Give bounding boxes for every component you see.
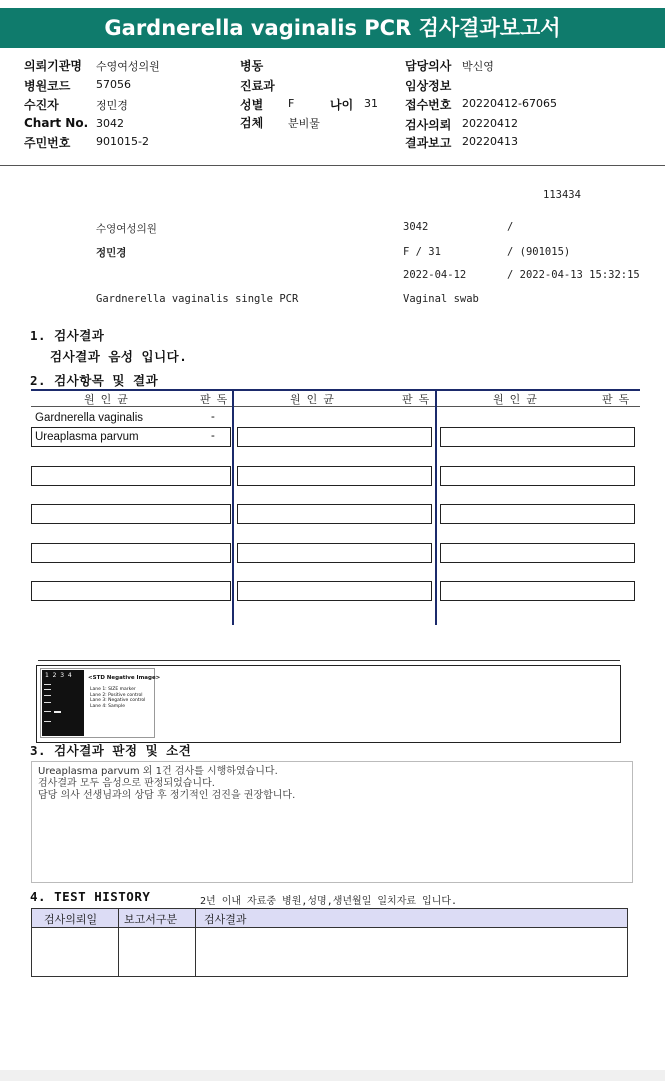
marker-band (44, 721, 51, 722)
gel-top-line (38, 660, 620, 661)
receipt-value: 20220412-67065 (462, 97, 557, 110)
detail-chart: 3042 (403, 221, 429, 233)
gel-legend-2: Lane 2: Positive control (90, 692, 143, 698)
result-cell (31, 581, 231, 601)
result-value-2: - (211, 430, 215, 442)
specimen-value: 분비물 (288, 117, 320, 130)
gel-legend-1: Lane 1: SIZE marker (90, 687, 136, 692)
gel-image (40, 668, 161, 738)
result-value-1: - (211, 411, 215, 423)
opinion-line-3: 담당 의사 선생님과의 상담 후 정기적인 검진을 권장합니다. (38, 790, 296, 801)
opinion-line-2: 검사결과 모두 음성으로 판정되었습니다. (38, 778, 215, 789)
info-divider (0, 165, 665, 166)
section-2-title: 2. 검사항목 및 결과 (30, 373, 159, 388)
opinion-text (38, 766, 295, 802)
detail-date2: / 2022-04-13 15:32:15 (507, 269, 640, 281)
opinion-line-1: Ureaplasma parvum 외 1건 검사를 시행하였습니다. (38, 766, 278, 777)
col-pathogen-3: 원인균 (493, 393, 543, 406)
receipt-label: 접수번호 (405, 98, 452, 112)
history-header (32, 909, 627, 928)
detail-institution: 수영여성의원 (96, 223, 157, 235)
hospital-code-value: 57056 (96, 78, 131, 91)
institution-label: 의뢰기관명 (24, 59, 82, 73)
detail-slash: / (507, 221, 514, 233)
result-cell (237, 543, 432, 563)
history-col-result: 검사결과 (204, 913, 247, 926)
sex-label: 성별 (240, 98, 264, 112)
sex-value: F (288, 97, 295, 110)
request-value: 20220412 (462, 117, 518, 130)
table-divider-1 (232, 389, 234, 625)
resident-value: 901015-2 (96, 135, 149, 148)
report-title: Gardnerella vaginalis PCR 검사결과보고서 (104, 16, 561, 40)
history-col-divider (118, 909, 119, 976)
patient-label: 수진자 (24, 98, 59, 112)
positive-band (54, 711, 61, 713)
marker-band (44, 684, 51, 685)
gel-strip (42, 670, 84, 736)
marker-band (44, 695, 51, 696)
result-cell (440, 466, 635, 486)
doctor-value: 박신영 (462, 60, 494, 73)
gel-lane-numbers: 1 2 3 4 (45, 672, 72, 679)
detail-test: Gardnerella vaginalis single PCR (96, 293, 299, 305)
col-result-1: 판독 (200, 393, 234, 406)
age-value: 31 (364, 97, 378, 110)
detail-date1: 2022-04-12 (403, 269, 467, 281)
doctor-label: 담당의사 (405, 59, 452, 73)
gel-legend-3: Lane 3: Negative control (90, 698, 146, 703)
col-result-2: 판독 (402, 393, 436, 406)
specimen-label: 검체 (240, 116, 264, 130)
clinical-label: 임상정보 (405, 79, 452, 93)
request-label: 검사의뢰 (405, 118, 452, 132)
detail-specimen: Vaginal swab (403, 293, 479, 305)
detail-patient: 정민경 (96, 247, 127, 259)
detail-code: 113434 (543, 189, 581, 201)
marker-band (44, 702, 51, 703)
result-cell (440, 581, 635, 601)
result-cell (237, 466, 432, 486)
gel-legend (90, 687, 145, 709)
result-name-1: Gardnerella vaginalis (35, 412, 144, 424)
patient-value: 정민경 (96, 99, 128, 112)
result-cell (440, 504, 635, 524)
institution-value: 수영여성의원 (96, 60, 160, 73)
result-name-2: Ureaplasma parvum (35, 431, 139, 443)
result-cell (237, 504, 432, 524)
col-result-3: 판독 (602, 393, 636, 406)
gel-title: <STD Negative Image> (88, 675, 161, 681)
marker-band (44, 689, 51, 690)
age-label: 나이 (330, 98, 354, 112)
history-table (31, 908, 628, 977)
hospital-code-label: 병원코드 (24, 79, 71, 93)
dept-label: 진료과 (240, 79, 275, 93)
history-col-date: 검사의뢰일 (44, 913, 98, 926)
resident-label: 주민번호 (24, 136, 71, 150)
gel-legend-4: Lane 4: Sample (90, 703, 125, 709)
table-divider-2 (435, 389, 437, 625)
result-cell (237, 581, 432, 601)
result-cell (31, 504, 231, 524)
col-pathogen-2: 원인균 (290, 393, 340, 406)
result-cell (440, 427, 635, 447)
result-cell (440, 543, 635, 563)
section-1-title: 1. 검사결과 (30, 328, 105, 343)
detail-birth: / (901015) (507, 246, 571, 258)
chart-value: 3042 (96, 117, 124, 130)
col-pathogen-1: 원인균 (84, 393, 134, 406)
history-col-divider (195, 909, 196, 976)
ward-label: 병동 (240, 59, 264, 73)
history-col-type: 보고서구분 (124, 913, 178, 926)
section-4-title: 4. TEST HISTORY (30, 889, 151, 904)
result-cell (237, 427, 432, 447)
chart-label: Chart No. (24, 116, 89, 130)
section-1-text: 검사결과 음성 입니다. (50, 349, 188, 364)
section-3-title: 3. 검사결과 판정 및 소견 (30, 743, 192, 758)
report-label: 결과보고 (405, 136, 452, 150)
result-cell (31, 466, 231, 486)
result-cell (31, 543, 231, 563)
section-4-note: 2년 이내 자료중 병원,성명,생년월일 일치자료 입니다. (200, 896, 458, 907)
detail-sex-age: F / 31 (403, 246, 441, 258)
report-value: 20220413 (462, 135, 518, 148)
table-header-line (31, 406, 640, 407)
marker-band (44, 711, 51, 712)
